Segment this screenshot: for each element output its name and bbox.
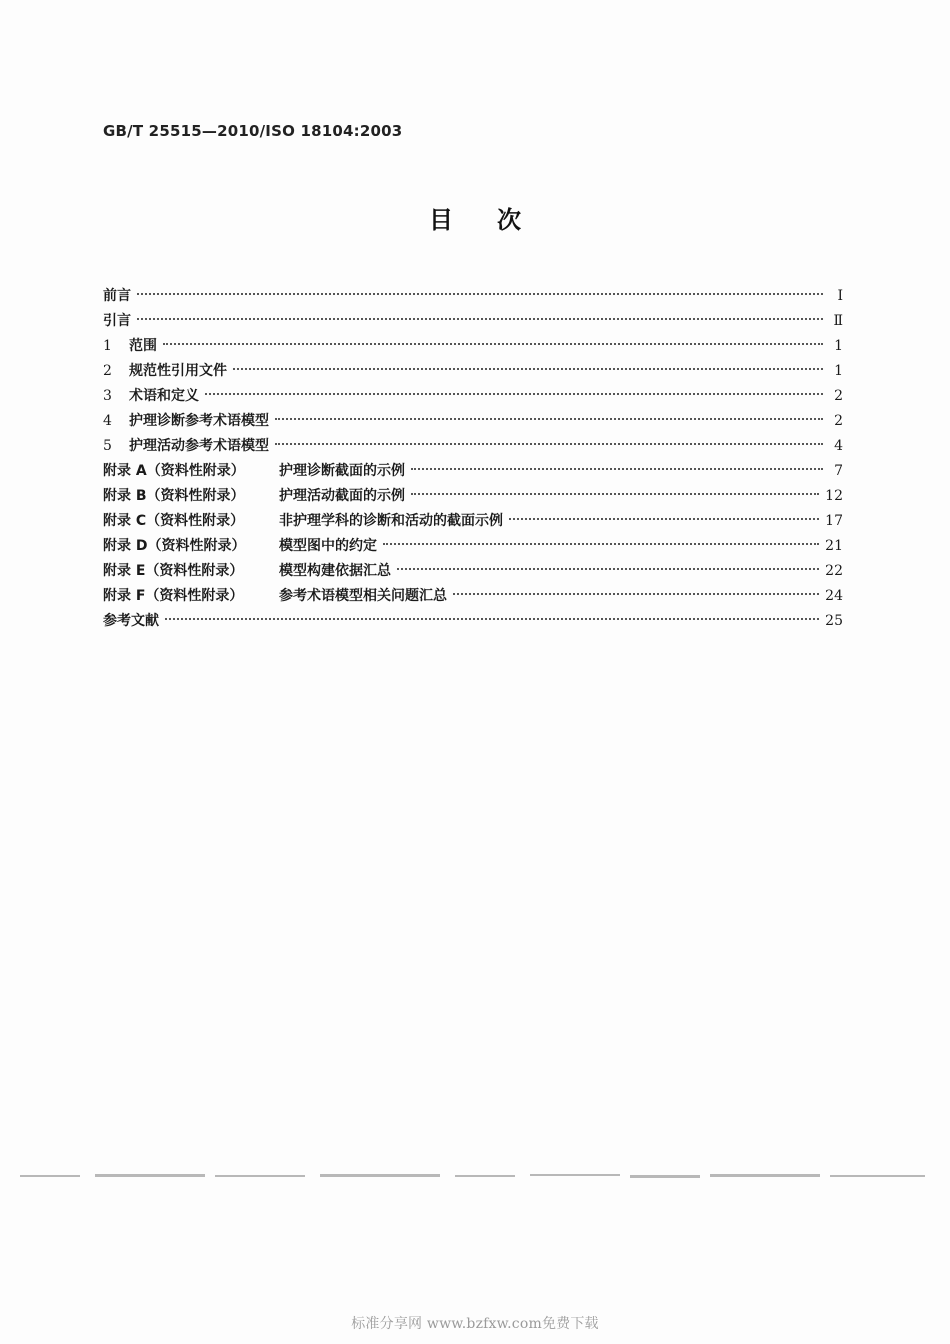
toc-page-number: 2 [834,413,843,429]
toc-entry-text: 护理诊断参考术语模型 [129,413,269,429]
toc-entry-label [103,334,157,359]
toc-page-number: 2 [834,388,843,404]
toc-page-number: Ⅱ [833,313,843,329]
toc-entry-label [103,384,199,409]
toc-entry-text: 参考文献 [103,613,159,629]
toc-leader-dots [137,318,823,320]
toc-leader-dots [165,618,819,620]
standard-code: GB/T 25515—2010/ISO 18104:2003 [103,122,403,140]
toc-leader-dots [453,593,819,595]
toc-page-number: 1 [834,338,843,354]
toc-entry-number: 3 [103,388,112,404]
toc-entry-label [103,284,131,309]
toc-leader-dots [411,468,823,470]
toc-entry[interactable] [103,609,843,634]
toc-entry-appendix: 附录 A（资料性附录） [103,463,245,479]
toc-page-number: 7 [834,463,843,479]
toc-entry-text: 引言 [103,313,131,329]
toc-entry-label [103,359,227,384]
toc-entry-appendix: 附录 F（资料性附录） [103,588,244,604]
toc-entry[interactable] [103,284,843,309]
toc-page-number: 4 [834,438,843,454]
toc-entry-label [103,309,131,334]
toc-entry[interactable] [103,509,843,534]
toc-entry-text: 模型图中的约定 [279,538,377,554]
toc-leader-dots [411,493,819,495]
toc-entry-text: 模型构建依据汇总 [279,563,391,579]
table-of-contents [103,284,843,634]
toc-entry-number: 5 [103,438,112,454]
toc-leader-dots [205,393,823,395]
toc-leader-dots [137,293,823,295]
toc-entry-label [103,459,405,484]
toc-entry-label [103,484,405,509]
toc-entry-appendix: 附录 E（资料性附录） [103,563,244,579]
toc-entry-appendix: 附录 D（资料性附录） [103,538,246,554]
toc-entry-text: 护理活动截面的示例 [279,488,405,504]
toc-leader-dots [383,543,819,545]
toc-leader-dots [233,368,823,370]
toc-entry-text: 术语和定义 [129,388,199,404]
toc-page-number: 1 [834,363,843,379]
footer-watermark: 标准分享网 www.bzfxw.com免费下载 [351,1316,599,1332]
page-title: 目次 [429,206,565,234]
toc-entry[interactable] [103,309,843,334]
toc-leader-dots [163,343,823,345]
toc-entry-number: 2 [103,363,112,379]
toc-entry-number: 1 [103,338,112,354]
toc-entry[interactable] [103,409,843,434]
toc-entry-text: 范围 [129,338,157,354]
toc-leader-dots [275,443,823,445]
scan-noise-band [0,1170,950,1184]
toc-entry-appendix: 附录 B（资料性附录） [103,488,245,504]
toc-page-number: Ⅰ [837,288,843,304]
toc-entry-label [103,534,377,559]
toc-entry-label [103,609,159,634]
toc-entry-label [103,409,269,434]
toc-entry[interactable] [103,359,843,384]
toc-entry-label [103,559,391,584]
toc-entry-label [103,434,269,459]
toc-entry-text: 护理诊断截面的示例 [279,463,405,479]
toc-entry-text: 非护理学科的诊断和活动的截面示例 [279,513,503,529]
toc-entry[interactable] [103,434,843,459]
toc-page-number: 24 [825,588,843,604]
toc-entry[interactable] [103,484,843,509]
toc-leader-dots [509,518,819,520]
toc-entry-text: 规范性引用文件 [129,363,227,379]
toc-page-number: 21 [825,538,843,554]
toc-page-number: 22 [825,563,843,579]
toc-entry-label [103,584,447,609]
toc-entry-appendix: 附录 C（资料性附录） [103,513,245,529]
toc-page-number: 25 [825,613,843,629]
toc-entry-text: 护理活动参考术语模型 [129,438,269,454]
toc-entry[interactable] [103,459,843,484]
toc-entry[interactable] [103,334,843,359]
toc-entry[interactable] [103,534,843,559]
toc-entry-text: 参考术语模型相关问题汇总 [279,588,447,604]
toc-entry[interactable] [103,584,843,609]
toc-entry-label [103,509,503,534]
toc-leader-dots [397,568,819,570]
toc-entry[interactable] [103,559,843,584]
toc-page-number: 12 [825,488,843,504]
toc-leader-dots [275,418,823,420]
toc-entry-number: 4 [103,413,112,429]
toc-entry-text: 前言 [103,288,131,304]
toc-page-number: 17 [825,513,843,529]
toc-entry[interactable] [103,384,843,409]
